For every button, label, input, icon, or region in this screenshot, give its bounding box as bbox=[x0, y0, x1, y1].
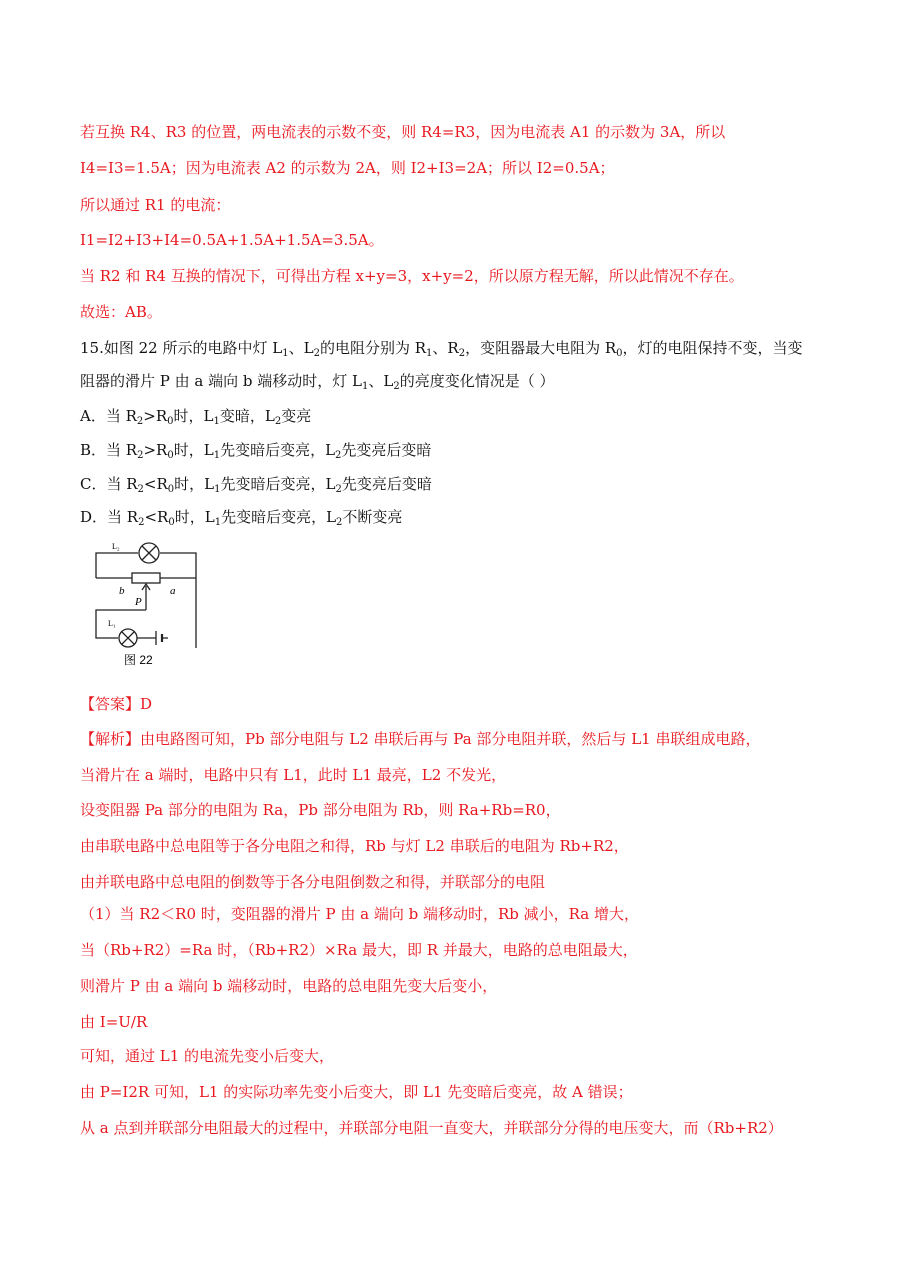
analysis-line-8: 则滑片 P 由 a 端向 b 端移动时，电路的总电阻先变大后变小， bbox=[80, 977, 498, 995]
analysis-line-9: 由 I=U/R bbox=[80, 1013, 148, 1031]
label-a: a bbox=[170, 585, 176, 597]
analysis-line-3: 设变阻器 Pa 部分的电阻为 Ra，Pb 部分电阻为 Rb，则 Ra+Rb=R0， bbox=[80, 801, 561, 819]
figure-caption: 图 22 bbox=[124, 653, 153, 667]
label-b: b bbox=[119, 585, 125, 597]
wire-top-right bbox=[160, 553, 196, 648]
option-b: B．当 $R_2>R_0$时，$L_1$先变暗后变亮，$L_2$先变亮后变暗 bbox=[80, 441, 432, 461]
analysis-line-7: 当（Rb+R2）=Ra 时，（Rb+R2）×Ra 最大，即 R 并最大，电路的总电阻最大， bbox=[80, 941, 638, 959]
analysis-line-1: 【解析】由电路图可知，Pb 部分电阻与 L2 串联后再与 Pa 部分电阻并联，然后与 L1 串联组成电路， bbox=[80, 730, 761, 748]
analysis-line-11: 由 P=I2R 可知，L1 的实际功率先变小后变大，即 L1 先变暗后变亮，故 A 错误； bbox=[80, 1083, 633, 1101]
lamp-l1-cross bbox=[122, 632, 134, 644]
label-p: P bbox=[135, 596, 142, 608]
solution-line-3: 所以通过 R1 的电流： bbox=[80, 196, 231, 214]
circuit-diagram bbox=[86, 538, 216, 670]
analysis-line-10: 可知，通过 L1 的电流先变小后变大， bbox=[80, 1047, 335, 1065]
label-l2: L₂ bbox=[112, 542, 120, 551]
solution-line-1: 若互换 R4、R3 的位置，两电流表的示数不变，则 R4=R3，因为电流表 A1 的示数为 3A，所以 bbox=[80, 123, 726, 141]
lamp-l2-cross bbox=[142, 546, 156, 560]
option-c: C．当 $R_2<R_0$时，$L_1$先变暗后变亮，$L_2$先变亮后变暗 bbox=[80, 475, 432, 495]
label-l1: L₁ bbox=[108, 619, 116, 628]
analysis-line-6: （1）当 R2＜R0 时，变阻器的滑片 P 由 a 端向 b 端移动时，Rb 减小，Ra 增大， bbox=[80, 905, 640, 923]
answer-line bbox=[80, 694, 152, 714]
question-line-2: 阻器的滑片 P 由 a 端向 b 端移动时，灯 $L_1$、$L_2$的亮度变化情况是（ ） bbox=[80, 372, 555, 392]
analysis-line-12: 从 a 点到并联部分电阻最大的过程中，并联部分电阻一直变大，并联部分分得的电压变大，而（Rb+R2） bbox=[80, 1119, 783, 1137]
question-line-1: 15.如图 22 所示的电路中灯 $L_1$、$L_2$的电阻分别为 $R_1$、$R_2$，变阻器最大电阻为 $R_0$，灯的电阻保持不变，当变 bbox=[80, 339, 803, 359]
analysis-line-5: 由并联电路中总电阻的倒数等于各分电阻倒数之和得，并联部分的电阻 bbox=[80, 873, 546, 891]
option-a: A．当 $R_2>R_0$时，$L_1$变暗，$L_2$变亮 bbox=[80, 407, 312, 427]
analysis-line-2: 当滑片在 a 端时，电路中只有 L1，此时 L1 最亮，L2 不发光， bbox=[80, 766, 507, 784]
wire-slider-down bbox=[96, 610, 146, 638]
solution-line-2: I4=I3=1.5A；因为电流表 A2 的示数为 2A，则 I2+I3=2A；所以 I2=0.5A； bbox=[80, 159, 615, 177]
solution-line-4: I1=I2+I3+I4=0.5A+1.5A+1.5A=3.5A。 bbox=[80, 231, 384, 249]
rheostat-icon bbox=[132, 573, 160, 583]
solution-line-5: 当 R2 和 R4 互换的情况下，可得出方程 x+y=3，x+y=2，所以原方程无解，所以此情况不存在。 bbox=[80, 267, 744, 285]
option-d: D．当 $R_2<R_0$时，$L_1$先变暗后变亮，$L_2$不断变亮 bbox=[80, 508, 403, 528]
solution-line-6: 故选：AB。 bbox=[80, 303, 162, 321]
analysis-tag: 【解析】 bbox=[80, 730, 141, 748]
analysis-line-4: 由串联电路中总电阻等于各分电阻之和得，Rb 与灯 L2 串联后的电阻为 Rb+R2， bbox=[80, 837, 629, 855]
answer-tag: 【答案】 bbox=[80, 695, 141, 713]
answer-value: D bbox=[140, 695, 153, 713]
